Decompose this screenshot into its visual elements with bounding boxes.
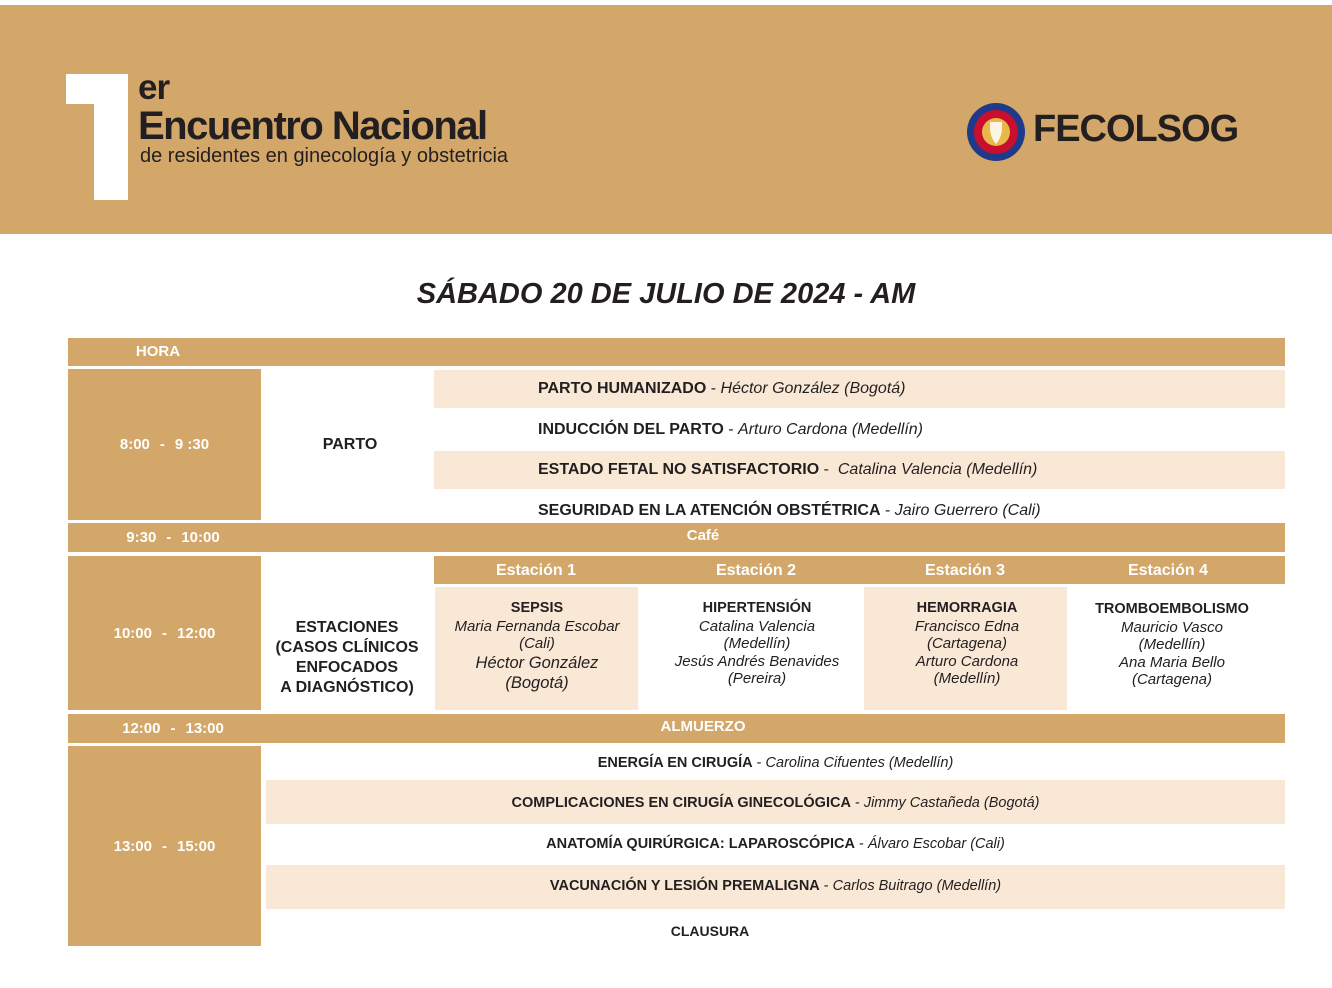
time-separator: - <box>162 837 167 855</box>
station-person: Héctor González <box>475 653 599 672</box>
break-time <box>68 523 278 552</box>
station-person: Catalina Valencia <box>698 617 816 635</box>
category-parto: PARTO <box>322 435 378 453</box>
category-estaciones <box>262 618 432 698</box>
talk-title: VACUNACIÓN Y LESIÓN PREMALIGNA <box>549 878 820 894</box>
event-title: Encuentro Nacional <box>138 104 487 148</box>
talk-speaker: Jimmy Castañeda (Bogotá) <box>863 795 1040 811</box>
station-city: (Medellín) <box>723 635 791 652</box>
time-end: 9 :30 <box>174 436 210 453</box>
station-person: Mauricio Vasco <box>1121 618 1223 636</box>
talk-title: PARTO HUMANIZADO <box>538 380 707 397</box>
time-cell-block1 <box>68 369 261 520</box>
time-start: 10:00 <box>113 624 152 642</box>
talk-title: COMPLICACIONES EN CIRUGÍA GINECOLÓGICA <box>511 795 851 811</box>
talk-speaker: Jairo Guerrero (Cali) <box>894 502 1041 519</box>
station-person: Jesús Andrés Benavides <box>674 652 840 670</box>
talk-title: ESTADO FETAL NO SATISFACTORIO <box>538 461 820 478</box>
talk-title: INDUCCIÓN DEL PARTO <box>538 421 724 438</box>
category-line: (CASOS CLÍNICOS <box>275 639 419 656</box>
time-separator: - <box>166 529 172 546</box>
talk-speaker: Arturo Cardona (Medellín) <box>738 421 923 438</box>
station-topic: HEMORRAGIA <box>916 600 1018 616</box>
category-line: A DIAGNÓSTICO) <box>280 679 414 696</box>
talk-row: COMPLICACIONES EN CIRUGÍA GINECOLÓGICA - Jimmy Castañeda (Bogotá) <box>511 795 1040 811</box>
time-cell-block3 <box>68 746 261 946</box>
station-4-content <box>1068 601 1276 689</box>
station-city: (Medellín) <box>933 670 1001 687</box>
hora-label: HORA <box>135 343 181 360</box>
number-one-logo <box>66 74 128 200</box>
station-city: (Cali) <box>519 635 555 652</box>
talk-row: ANATOMÍA QUIRÚRGICA: LAPAROSCÓPICA - Álvaro Escobar (Cali) <box>546 836 1005 852</box>
talk-row: ENERGÍA EN CIRUGÍA - Carolina Cifuentes (Medellín) <box>597 755 954 771</box>
time-start: 12:00 <box>122 720 161 737</box>
time-end: 15:00 <box>177 837 216 855</box>
time-end: 12:00 <box>177 624 216 642</box>
station-person: Francisco Edna <box>914 617 1020 635</box>
break-time <box>68 714 278 743</box>
station-person: Ana Maria Bello <box>1119 653 1225 671</box>
station-city: (Cartagena) <box>1131 671 1213 688</box>
talk-speaker: Catalina Valencia (Medellín) <box>837 461 1038 478</box>
station-city: (Cartagena) <box>926 635 1008 652</box>
edition-superscript: er <box>138 68 170 107</box>
event-subtitle: de residentes en ginecología y obstetricia <box>140 145 509 167</box>
station-topic: TROMBOEMBOLISMO <box>1095 601 1249 617</box>
station-city: (Bogotá) <box>505 673 569 692</box>
time-cell-block2 <box>68 556 261 710</box>
time-end: 10:00 <box>181 529 220 546</box>
talk-speaker: Carlos Buitrago (Medellín) <box>832 878 1002 894</box>
edition-number <box>66 74 128 200</box>
talk-title: ENERGÍA EN CIRUGÍA <box>597 755 753 771</box>
station-topic: SEPSIS <box>510 600 564 616</box>
time-start: 8:00 <box>119 436 150 453</box>
station-3-content <box>866 600 1068 688</box>
talk-row: VACUNACIÓN Y LESIÓN PREMALIGNA - Carlos Buitrago (Medellín) <box>549 878 1002 894</box>
talk-speaker: Carolina Cifuentes (Medellín) <box>765 755 954 771</box>
talk-speaker: Álvaro Escobar (Cali) <box>867 836 1005 852</box>
station-1-content <box>436 600 638 693</box>
station-3-header: Estación 3 <box>924 562 1006 579</box>
time-separator: - <box>170 720 176 737</box>
break-label: Café <box>686 527 720 544</box>
station-topic: HIPERTENSIÓN <box>702 600 812 616</box>
break-label: ALMUERZO <box>660 718 746 735</box>
closing-label: CLAUSURA <box>670 923 750 939</box>
station-person: Maria Fernanda Escobar <box>454 617 620 635</box>
time-start: 9:30 <box>126 529 157 546</box>
station-2-header: Estación 2 <box>715 562 797 579</box>
talk-row: INDUCCIÓN DEL PARTO - Arturo Cardona (Medellín) <box>538 421 923 438</box>
category-line: ENFOCADOS <box>295 659 399 676</box>
time-start: 13:00 <box>113 837 152 855</box>
station-4-header: Estación 4 <box>1127 562 1209 579</box>
fecolsog-seal-icon <box>966 102 1026 162</box>
talk-title: SEGURIDAD EN LA ATENCIÓN OBSTÉTRICA <box>538 502 881 519</box>
station-city: (Pereira) <box>727 670 787 687</box>
category-line: ESTACIONES <box>295 619 399 636</box>
talk-title: ANATOMÍA QUIRÚRGICA: LAPAROSCÓPICA <box>546 836 855 852</box>
talk-row: ESTADO FETAL NO SATISFACTORIO - Catalina Valencia (Medellín) <box>538 461 1038 478</box>
talk-row: PARTO HUMANIZADO - Héctor González (Bogotá) <box>538 380 906 397</box>
organization-name: FECOLSOG <box>1033 108 1239 150</box>
station-person: Arturo Cardona <box>915 652 1019 670</box>
talk-row: SEGURIDAD EN LA ATENCIÓN OBSTÉTRICA - Jairo Guerrero (Cali) <box>538 502 1041 519</box>
time-end: 13:00 <box>185 720 224 737</box>
time-separator: - <box>162 624 167 642</box>
day-title: SÁBADO 20 DE JULIO DE 2024 - AM <box>416 278 916 310</box>
station-1-header: Estación 1 <box>495 562 577 579</box>
station-city: (Medellín) <box>1138 636 1206 653</box>
station-2-content <box>646 600 868 688</box>
time-separator: - <box>159 436 165 453</box>
hora-header-bar <box>68 338 1285 366</box>
talk-speaker: Héctor González (Bogotá) <box>720 380 906 397</box>
